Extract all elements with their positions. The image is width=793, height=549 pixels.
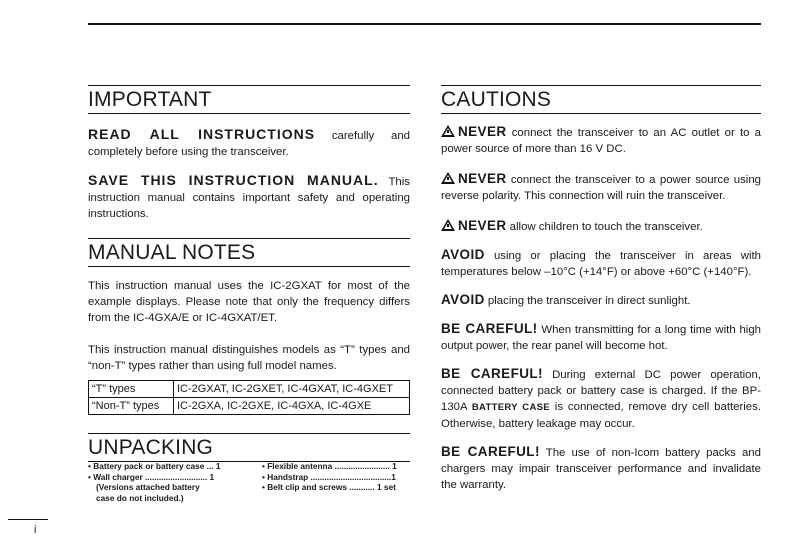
warning-icon xyxy=(441,172,455,184)
cautions-heading: CAUTIONS xyxy=(441,85,761,114)
caution-text: allow children to touch the transceiver. xyxy=(506,221,703,233)
caution-text: During external DC power operation, connected battery pack or battery case is charged. If the BP-130A xyxy=(441,369,761,413)
unpacking-heading: UNPACKING xyxy=(88,433,410,462)
caution-item xyxy=(441,247,761,280)
read-instructions-paragraph xyxy=(88,126,410,160)
caution-lead: BE CAREFUL! xyxy=(441,366,543,381)
list-item: • Flexible antenna ........................ 1 xyxy=(262,461,397,471)
table-cell-models: IC-2GXAT, IC-2GXET, IC-4GXAT, IC-4GXET xyxy=(174,381,410,398)
list-item: • Belt clip and screws ........... 1 set xyxy=(262,482,396,492)
caution-lead: NEVER xyxy=(458,218,507,233)
caution-text: using or placing the transceiver in areas with temperatures below –10°C (+14°F) or above +60°C (+140°F). xyxy=(441,250,761,278)
caution-item xyxy=(441,444,761,493)
caution-text: The use of non-Icom battery packs and chargers may impair transceiver performance and invalidate the warranty. xyxy=(441,447,761,491)
read-instructions-text: carefully and completely before using the transceiver. xyxy=(88,130,411,158)
read-instructions-lead: READ ALL INSTRUCTIONS xyxy=(88,126,316,142)
table-row xyxy=(89,381,410,398)
caution-text: placing the transceiver in direct sunlight. xyxy=(484,295,691,307)
caution-lead: AVOID xyxy=(441,247,485,262)
list-item: case do not included.) xyxy=(96,492,184,503)
unpacking-list-1 xyxy=(88,461,221,503)
caution-item xyxy=(441,124,761,157)
page-footer-rule xyxy=(8,519,48,520)
caution-text: connect the transceiver to a power source using reverse polarity. This connection will ruin the transceiver. xyxy=(441,174,761,202)
manual-notes-heading: MANUAL NOTES xyxy=(88,238,410,267)
list-item: • Handstrap ...................................1 xyxy=(262,471,396,482)
caution-item xyxy=(441,366,761,432)
manual-notes-paragraph-1: This instruction manual uses the IC-2GXAT for most of the example displays. Please note that only the frequency differs from the IC-4GXA/E or IC-4GXAT/ET. xyxy=(88,280,410,324)
manual-notes-paragraph-2: This instruction manual distinguishes models as “T” types and “non-T” types rather than using full model names. xyxy=(88,344,410,372)
caution-lead: NEVER xyxy=(458,171,507,186)
save-manual-text: This instruction manual contains important safety and operating instructions. xyxy=(88,176,410,220)
save-manual-paragraph xyxy=(88,172,410,222)
table-row xyxy=(89,398,410,415)
warning-icon xyxy=(441,125,455,137)
save-manual-lead: SAVE THIS INSTRUCTION MANUAL. xyxy=(88,172,379,188)
caution-lead: BE CAREFUL! xyxy=(441,444,540,459)
caution-item xyxy=(441,218,761,235)
table-cell-type: “Non-T” types xyxy=(89,398,174,415)
caution-item xyxy=(441,292,761,309)
caution-text-caps: BATTERY CASE xyxy=(471,402,550,413)
unpacking-list-2 xyxy=(262,461,397,493)
caution-lead: BE CAREFUL! xyxy=(441,321,538,336)
caution-text: When transmitting for a long time with high output power, the rear panel will become hot. xyxy=(441,324,761,352)
table-cell-type: “T” types xyxy=(89,381,174,398)
list-item: • Wall charger ........................... 1 xyxy=(88,471,215,482)
model-types-table xyxy=(88,380,410,415)
caution-item xyxy=(441,171,761,204)
caution-text: connect the transceiver to an AC outlet or to a power source of more than 16 V DC. xyxy=(441,127,761,155)
left-column xyxy=(88,85,410,462)
caution-lead: AVOID xyxy=(441,292,485,307)
important-heading: IMPORTANT xyxy=(88,85,410,114)
page-number: i xyxy=(34,524,37,536)
table-cell-models: IC-2GXA, IC-2GXE, IC-4GXA, IC-4GXE xyxy=(174,398,410,415)
warning-icon xyxy=(441,219,455,231)
list-item: (Versions attached battery xyxy=(96,482,200,492)
caution-text: is connected, remove dry cell batteries. Otherwise, battery leakage may occur. xyxy=(441,401,762,430)
list-item: • Battery pack or battery case ... 1 xyxy=(88,461,221,471)
caution-item xyxy=(441,321,761,354)
right-column xyxy=(441,85,761,493)
top-rule xyxy=(88,23,761,25)
caution-lead: NEVER xyxy=(458,124,507,139)
